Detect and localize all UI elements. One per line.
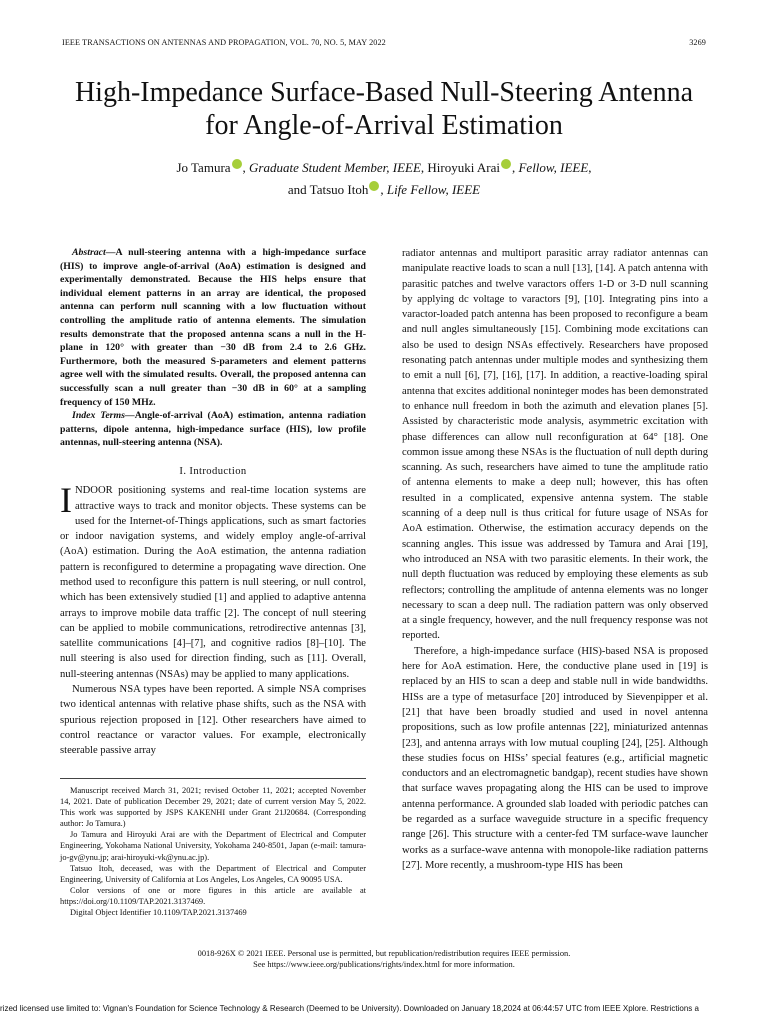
abstract-label: Abstract— (72, 247, 116, 258)
footnote-affiliation-2: Tatsuo Itoh, deceased, was with the Department of Electrical and Computer Engineering, University of California at Los Angeles, Los Angeles, CA 90095 USA. (60, 863, 366, 884)
index-terms (60, 409, 366, 450)
orcid-icon[interactable] (369, 181, 379, 191)
author-name: Tatsuo Itoh (309, 182, 369, 197)
abstract (60, 246, 366, 409)
copyright-notice (60, 948, 708, 970)
author-role: Life Fellow, IEEE (386, 182, 481, 197)
running-header (62, 38, 706, 52)
intro-paragraph-2: Numerous NSA types have been reported. A simple NSA comprises two identical antennas with relative phase shifts, such as the NSA with spurious rejection proposed in [12]. Other researchers have aimed to control reactance or varactor values. For example, electronically steerable passive array (60, 684, 366, 757)
author-name: Jo Tamura (176, 160, 231, 175)
left-column (60, 246, 366, 759)
author-role: Fellow, IEEE (518, 160, 589, 175)
body-paragraph-2: Therefore, a high-impedance surface (HIS)-based NSA is proposed here for AoA estimation. Here, the conductive plane used in [19] is replaced by an HIS to scan a deep and stable null in wide bandwidths. HISs are a type of metasurface [20] introduced by Sievenpipper et al. [21] that have been broadly studied and used in novel antenna propositions, such as low profile antennas [22], miniaturized antennas [23], and antenna arrays with low mutual coupling [24], [25]. Although these studies focus on HISs’ special features (e.g., artificial magnetic conductors and an electromagnetic bandgap), recent studies have shown that surface waves propagating along the HIS can be used to improve antenna performance. A grounded slab loaded with periodic patches can be regarded as a surface waveguide structure in a specific frequency range [26]. This structure with a center-fed TM surface-wave launcher works as a surface-wave antenna with monopole-like radiation patterns [27]. More recently, a mushroom-type HIS has been (402, 645, 708, 871)
body-paragraph-1: radiator antennas and multiport parasitic array radiator antennas can manipulate reactive loads to scan a null [13], [14]. A patch antenna with parasitic patches and twelve varactors offers 1-D or 3-D null scanning by applying dc voltage to varactors [9], [10]. Integrating pins into a varactor-loaded patch antenna has been proposed to reconfigure a beam and null angles simultaneously [15]. Combining mode excitations can also be used to design NSAs effectively. Researchers have proposed resonating patch antennas under multiple modes and synthesizing them to emit a null [6], [7], [16], [17]. In addition, a reactive-loading spiral antenna that excites additional noninteger modes has been demonstrated to enhance null freedom in both the azimuth and elevation planes [5]. Assisted by characteristic mode analysis, asymmetric excitation with phase differences can allow null reconfiguration at 64° [18]. One common issue among these NSAs is the fluctuation of null depth during scanning. As such, researchers have aimed to tune the amplitude ratio of antenna elements to make a deep null; however, this has often resulted in a complicated, expensive antenna system. The stable scanning of a deep null is thus critical for future usage of NSAs for AoA estimation. Otherwise, the estimation accuracy depends on the scanning angles. This issue was addressed by Tamura and Arai [19], who introduced an NSA with two parasitic elements. In their work, the null depth fluctuation was reduced by employing these elements as sub reflectors; controlling the amplitude of antenna elements was no longer necessary to scan a deep null. The radiation pattern was only observed at a single frequency, however, and the null frequency response was not reported. (402, 248, 708, 642)
author-name: Hiroyuki Arai (427, 160, 500, 175)
section-heading: I. Introduction (179, 465, 247, 477)
author-line-2: and Tatsuo Itoh , Life Fellow, IEEE (287, 182, 481, 197)
intro-paragraph-1-text: NDOOR positioning systems and real-time location systems are attractive ways to track and monitor objects. These systems can be used for the Internet-of-Things applications, such as smart factories or indoor navigation systems, and widely employ angle-of-arrival (AoA) estimation. During the AoA estimation, the antenna radiation pattern is reconfigured to determine a propagating wave direction. One method used to reconfigure this pattern is null steering, or null control, which has been extensively studied [1] and applied to adaptive antenna arrays to improve mobile data traffic [2]. The concept of null steering can be applied to mobile communications, retrodirective antennas [3], satellite communications [4]–[7], and cognitive radios [8]–[10]. The null steering is also used for direction finding, such as [11]. Overall, null-steering antennas (NSAs) may be applied to many applications. (60, 485, 366, 680)
page-number: 3269 (689, 38, 706, 47)
orcid-icon[interactable] (501, 159, 511, 169)
orcid-icon[interactable] (232, 159, 242, 169)
author-list (60, 157, 708, 201)
right-column (402, 246, 708, 873)
footnote-color-versions[interactable]: Color versions of one or more figures in this article are available at https://doi.org/10.1109/TAP.2021.3137469. (60, 885, 366, 906)
copyright-line-1: 0018-926X © 2021 IEEE. Personal use is permitted, but republication/redistribution requires IEEE permission. (197, 949, 571, 958)
journal-name: IEEE TRANSACTIONS ON ANTENNAS AND PROPAGATION, VOL. 70, NO. 5, MAY 2022 (62, 38, 386, 47)
footnote-affiliation-1: Jo Tamura and Hiroyuki Arai are with the Department of Electrical and Computer Engineering, Yokohama National University, Yokohama 240-8501, Japan (e-mail: tamura-jo-gv@ynu.jp; arai-hiroyuki-vk@ynu.ac.jp). (60, 830, 366, 862)
drop-cap: I (60, 480, 72, 521)
footnote-divider (60, 778, 366, 779)
footnote-doi: Digital Object Identifier 10.1109/TAP.2021.3137469 (70, 908, 247, 918)
footnote-manuscript: Manuscript received March 31, 2021; revised October 11, 2021; accepted November 14, 2021. Date of publication December 29, 2021; date of current version May 5, 2022. This work was supported by JSPS KAKENHI under Grant 21J20684. (Corresponding author: Jo Tamura.) (60, 786, 366, 829)
paper-title: High-Impedance Surface-Based Null-Steering Antenna for Angle-of-Arrival Estimation (74, 77, 694, 141)
index-terms-label: Index Terms— (72, 410, 135, 422)
author-conjunction: and (287, 182, 307, 197)
author-line-1: Jo Tamura , Graduate Student Member, IEEE, Hiroyuki Arai , Fellow, IEEE, (176, 160, 592, 175)
author-role: Graduate Student Member, IEEE (249, 160, 421, 175)
index-terms-text: Angle-of-arrival (AoA) estimation, antenna radiation patterns, dipole antenna, high-impedance surface (HIS), low profile antennas, null-steering antenna (NSA). (60, 410, 366, 449)
copyright-line-2[interactable]: See https://www.ieee.org/publications/rights/index.html for more information. (253, 960, 515, 969)
intro-paragraph-1 (60, 480, 366, 682)
footnotes (60, 785, 366, 918)
abstract-text: A null-steering antenna with a high-impedance surface (HIS) to improve angle-of-arrival (AoA) estimation is designed and experimentally demonstrated. Because the HIS helps ensure that individual element patterns in an array are identical, the proposed antenna can perform null scanning with a low fluctuation without controlling the amplitude ratio of antenna elements. The simulation results demonstrate that the proposed antenna scans a null in the H-plane in 120° with greater than −30 dB from 2.4 to 2.6 GHz. Furthermore, both the measured S-parameters and element patterns agree well with the simulated results. Overall, the proposed antenna can successfully scan a null greater than −30 dB in 60° at a sampling frequency of 150 MHz. (60, 247, 366, 408)
license-banner: rized licensed use limited to: Vignan's Foundation for Science Technology & Research (Deemed to be University). Downloaded on January 18,2024 at 06:44:57 UTC from IEEE Xplore. Restrictions a (0, 1004, 699, 1013)
